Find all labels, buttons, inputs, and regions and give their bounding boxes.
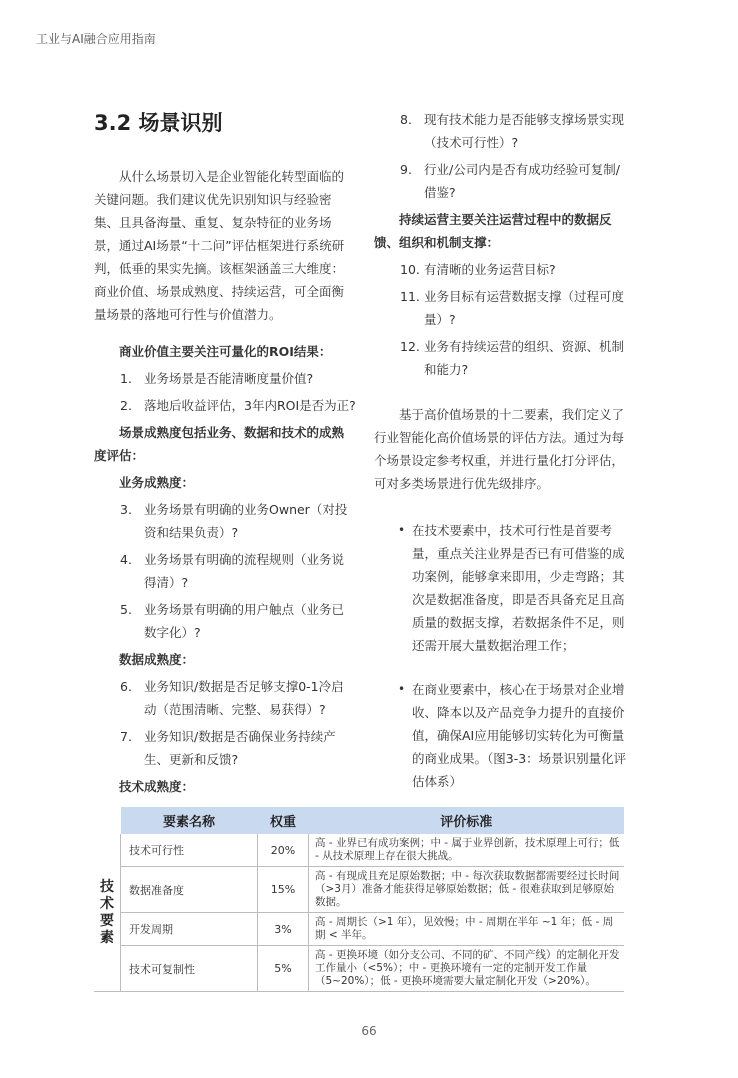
question-number: 7. (120, 729, 132, 744)
table-row (94, 834, 624, 867)
section-title: 3.2 场景识别 (94, 111, 223, 135)
header-name: 要素名称 (121, 807, 258, 834)
bullet-dot: • (398, 682, 406, 696)
table-row (94, 867, 624, 913)
table-corner (94, 807, 121, 834)
bullet-technical (374, 519, 632, 657)
row-name: 数据准备度 (121, 867, 258, 913)
page-number: 66 (361, 1024, 377, 1038)
question-text: 业务有持续运营的组织、资源、机制和能力? (424, 339, 625, 377)
question-text: 行业/公司内是否有成功经验可复制/借鉴? (424, 162, 620, 200)
question-number: 11. (400, 289, 420, 304)
question-text: 业务场景有明确的用户触点（业务已数字化）? (144, 602, 345, 640)
group-label-text: 技术要素 (100, 878, 114, 946)
question-number: 8. (400, 112, 412, 127)
intro-paragraph: 从什么场景切入是企业智能化转型面临的关键问题。我们建议优先识别知识与经验密集、且具备海量、重复、复杂特征的业务场景，通过AI场景“十二问”评估框架进行系统研判，低垂的果实先摘。该框架涵盖三大维度：商业价值、场景成熟度、持续运营，可全面衡量场景的落地可行性与价值潜力。 (94, 169, 345, 322)
left-column (94, 108, 356, 798)
bullet-text: 在技术要素中，技术可行性是首要考量，重点关注业界是否已有可借鉴的成功案例，能够拿来即用，少走弯路；其次是数据准备度，即是否具备充足且高质量的数据支撑，若数据条件不足，则还需开展大量数据治理工作； (412, 523, 625, 653)
question-number: 1. (120, 371, 132, 386)
question-number: 12. (400, 339, 420, 354)
question-number: 5. (120, 602, 132, 617)
question-1 (94, 367, 356, 390)
table-row (94, 913, 624, 946)
question-2 (94, 394, 356, 417)
row-criteria: 高 - 周期长（>1 年），见效慢；中 - 周期在半年 ~1 年；低 - 周期 < 半年。 (309, 913, 625, 946)
running-header: 工业与AI融合应用指南 (36, 32, 156, 46)
table-header-row (94, 807, 624, 834)
summary-paragraph: 基于高价值场景的十二要素，我们定义了行业智能化高价值场景的评估方法。通过为每个场景设定参考权重，并进行量化打分评估，可对多类场景进行优先级排序。 (374, 407, 625, 491)
question-text: 业务场景有明确的流程规则（业务说得清）? (144, 552, 345, 590)
question-text: 业务知识/数据是否足够支撑0-1冷启动（范围清晰、完整、易获得）? (144, 679, 344, 717)
question-12 (374, 335, 632, 381)
question-number: 2. (120, 398, 132, 413)
question-5 (94, 598, 356, 644)
question-4 (94, 548, 356, 594)
row-criteria: 高 - 业界已有成功案例；中 - 属于业界创新，技术原理上可行；低 - 从技术原理上存在很大挑战。 (309, 834, 625, 867)
question-text: 业务知识/数据是否确保业务持续产生、更新和反馈? (144, 729, 336, 767)
header-criteria: 评价标准 (309, 807, 625, 834)
question-text: 落地后收益评估，3年内ROI是否为正? (144, 398, 356, 413)
question-10 (374, 258, 632, 281)
row-name: 技术可行性 (121, 834, 258, 867)
question-8 (374, 108, 632, 154)
question-number: 3. (120, 502, 132, 517)
bullet-dot: • (398, 523, 406, 537)
question-11 (374, 285, 632, 331)
bullet-text: 在商业要素中，核心在于场景对企业增收、降本以及产品竞争力提升的直接价值，确保AI应用能够切实转化为可衡量的商业成果。（图3-3：场景识别量化评估体系） (412, 682, 627, 789)
row-name: 技术可复制性 (121, 946, 258, 992)
question-text: 有清晰的业务运营目标? (424, 262, 556, 277)
maturity-heading: 场景成熟度包括业务、数据和技术的成熟度评估： (94, 425, 345, 463)
data-maturity-heading: 数据成熟度： (119, 652, 195, 667)
question-7 (94, 725, 356, 771)
question-number: 6. (120, 679, 132, 694)
row-weight: 5% (258, 946, 309, 992)
header-weight: 权重 (258, 807, 309, 834)
group-label (94, 834, 121, 992)
question-text: 业务场景有明确的业务Owner（对投资和结果负责）? (144, 502, 348, 540)
table-row (94, 946, 624, 992)
row-criteria: 高 - 更换环境（如分支公司、不同的矿、不同产线）的定制化开发工作量小（<5%）；中 - 更换环境有一定的定制开发工作量（5~20%）；低 - 更换环境需要大量定制化开发（>20%）。 (309, 946, 625, 992)
row-criteria: 高 - 有现成且充足原始数据；中 - 每次获取数据都需要经过长时间（>3月）准备才能获得足够原始数据；低 - 很难获取到足够原始数据。 (309, 867, 625, 913)
question-text: 现有技术能力是否能够支撑场景实现（技术可行性）? (424, 112, 625, 150)
right-column (374, 108, 632, 793)
evaluation-table (94, 807, 624, 992)
question-number: 9. (400, 162, 412, 177)
question-6 (94, 675, 356, 721)
row-weight: 20% (258, 834, 309, 867)
operations-heading: 持续运营主要关注运营过程中的数据反馈、组织和机制支撑： (374, 212, 612, 250)
business-maturity-heading: 业务成熟度： (119, 475, 195, 490)
bullet-commercial (374, 678, 632, 793)
tech-maturity-heading: 技术成熟度： (119, 779, 195, 794)
question-number: 10. (400, 262, 420, 277)
question-3 (94, 498, 356, 544)
question-text: 业务场景是否能清晰度量价值? (144, 371, 314, 386)
row-weight: 15% (258, 867, 309, 913)
question-9 (374, 158, 632, 204)
question-text: 业务目标有运营数据支撑（过程可度量）? (424, 289, 625, 327)
row-name: 开发周期 (121, 913, 258, 946)
row-weight: 3% (258, 913, 309, 946)
commercial-heading: 商业价值主要关注可量化的ROI结果： (119, 344, 332, 359)
question-number: 4. (120, 552, 132, 567)
